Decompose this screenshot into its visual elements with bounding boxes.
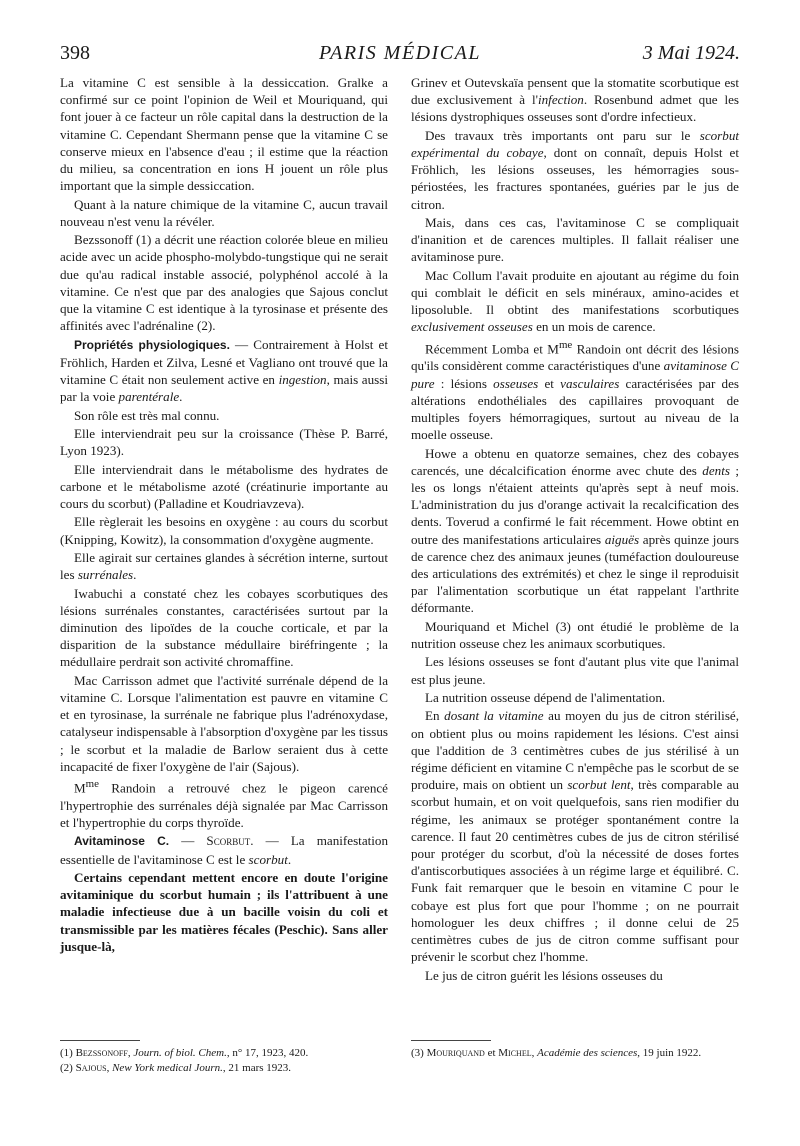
footnote: (2) Sajous, New York medical Journ., 21 mars 1923. (60, 1062, 292, 1074)
footnotes-right (411, 1046, 739, 1061)
footnote: (3) Mouriquand et Michel, Académie des sciences, 19 juin 1922. (411, 1047, 702, 1059)
section-heading-avitaminose: Avitaminose C. (74, 834, 170, 849)
issue-date: 3 Mai 1924. (642, 42, 740, 64)
paragraph: Elle règlerait les besoins en oxygène : au cours du scorbut (Knipping, Kowitz), la consommation d'oxygène augmente. (60, 514, 388, 547)
page-header (60, 38, 740, 68)
footnote-divider (411, 1040, 491, 1041)
paragraph: Elle interviendrait peu sur la croissance (Thèse P. Barré, Lyon 1923). (60, 426, 388, 459)
paragraph: Iwabuchi a constaté chez les cobayes scorbutiques des lésions surrénales constantes, caractérisées surtout par la diminution des lipoïdes de la couche corticale, et par la disparition de la substance médullaire biréfringente ; la médullaire perdrait son activité chromaffine. (60, 585, 388, 670)
paragraph: Quant à la nature chimique de la vitamine C, aucun travail nouveau n'est venu la révéler. (60, 196, 388, 229)
left-column (60, 74, 388, 955)
paragraph: Howe a obtenu en quatorze semaines, chez des cobayes carencés, une décalcification énorme avec chute des dents ; les os longs n'étaient atteints qu'après sept à neuf mois. L'administration du jus d'orange activait la recalcification des dents. Toverud a confirmé le fait récemment. Howe obtint en outre des manifestations articulaires aiguës après quinze jours de carence chez des animaux jeunes (tuméfaction douloureuse des articulations des extrémités) et chez le singe il reproduisit par l'alimentation scorbutique un état rappelant l'arthrite déformante. (411, 445, 739, 616)
paragraph: Certains cependant mettent encore en doute l'origine avitaminique du scorbut humain ; ils l'attribuent à une maladie infectieuse due à un bacille voisin du coli et transmissible par les matières fécales (Peschic). Sans aller jusque-là, (60, 869, 388, 954)
footnote: (1) Bezssonoff, Journ. of biol. Chem., n° 17, 1923, 420. (60, 1047, 309, 1059)
paragraph: En dosant la vitamine au moyen du jus de citron stérilisé, on obtient plus ou moins rapidement les lésions. C'est ainsi que l'addition de 3 centimètres cubes de jus stérilisé à un régime déficient en vitamine C n'empêche pas le scorbut de se produire, mais on obtient un scorbut lent, très comparable au scorbut humain, et on voit quelquefois, sans rien modifier du régime, les animaux se protéger spontanément contre la carence. Il faut 20 centimètres cubes de jus de citron stérilisé pour protéger du scorbut, d'où la nécessité de doses fortes d'antiscorbutiques associées à un régime large et équilibré. C. Funk fait remarquer que le besoin en vitamine C pour le cobaye est plus fort que pour l'homme ; on ne pourrait homologuer les deux chiffres ; il donne celui de 25 centimètres cubes de jus de citron comme suffisant pour prévenir le scorbut chez l'homme. (411, 708, 739, 965)
paragraph: $M^{me}$ Randoin a retrouvé chez le pigeon carencé l'hypertrophie des surrénales déjà signalée par Mac Carrisson et l'hypertrophie du corps thyroïde. (60, 778, 388, 830)
paragraph: Elle interviendrait dans le métabolisme des hydrates de carbone et le métabolisme azoté (créatinurie importante au cours du scorbut) (Palladine et Koudriavzeva). (60, 461, 388, 511)
paragraph: Récemment Lomba et $M^{me}$ Randoin ont décrit des lésions qu'ils considèrent comme caractéristiques d'une avitaminose C pure : lésions osseuses et vasculaires caractérisées par des altérations endothéliales des capillaires provoquant de multiples foyers hémorragiques, surtout au niveau de la moelle osseuse. (411, 338, 740, 443)
section-heading-proprietes: Propriétés physiologiques. (74, 337, 230, 352)
paragraph: Des travaux très importants ont paru sur le scorbut expérimental du cobaye, dont on connaît, depuis Holst et Fröhlich, les lésions osseuses, les hémorragies sous-périostées, les fractures spontanées, guéries par le jus de citron. (411, 127, 739, 212)
paragraph: Les lésions osseuses se font d'autant plus vite que l'animal est plus jeune. (411, 654, 739, 687)
paragraph: Elle agirait sur certaines glandes à sécrétion interne, surtout les surrénales. (60, 549, 388, 583)
paragraph: Grinev et Outevskaïa pensent que la stomatite scorbutique est due exclusivement à l'infection. Rosenbund admet que les lésions dystrophiques osseuses sont d'ordre infectieux. (411, 75, 739, 125)
right-column (411, 74, 739, 984)
paragraph: Mac Carrisson admet que l'activité surrénale dépend de la vitamine C. Lorsque l'alimentation est pauvre en vitamine C et en tyrosinase, la surrénale ne fabrique plus l'adrénoxydase, catalyseur indispensable à l'absorption d'oxygène par les tissus ; le scorbut et la maladie de Barlow seraient dus à cette incapacité de fixer l'oxygène de l'air (Sajous). (60, 672, 388, 774)
paragraph: Son rôle est très mal connu. (74, 407, 220, 423)
paragraph: La nutrition osseuse dépend de l'alimentation. (425, 689, 666, 705)
paragraph: Propriétés physiologiques. — Contrairement à Holst et Fröhlich, Harden et Zilva, Lesné et Vagliano ont trouvé que la vitamine C était non seulement active en ingestion, mais aussi par la voie parentérale. (60, 336, 388, 405)
section-heading-scorbut: Scorbut. (206, 833, 254, 849)
paragraph: La vitamine C est sensible à la dessiccation. Gralke a confirmé sur ce point l'opinion de Weil et Mouriquand, qui font jouer à ce facteur un rôle capital dans la destruction de la vitamine C. Cependant Shermann pense que la vitamine C se conserve mieux en l'absence d'eau ; il estime que la réaction du milieu, sa concentration en ions H jouent un rôle plus important que la simple dessiccation. (60, 75, 388, 194)
paragraph: Mac Collum l'avait produite en ajoutant au régime du foin qui comblait le déficit en sels minéraux, amino-acides et liposoluble. Il obtint des manifestations scorbutiques exclusivement osseuses en un mois de carence. (411, 267, 739, 335)
paragraph: Mouriquand et Michel (3) ont étudié le problème de la nutrition osseuse chez les animaux scorbutiques. (411, 618, 739, 651)
paragraph: Bezssonoff (1) a décrit une réaction colorée bleue en milieu acide avec un acide phospho-molybdo-tungstique qui ne serait due qu'au radical instable associé, polyphénol accolé à la vitamine. Ce n'est que par des analogies que Sajous conclut que la vitamine C est identique à la tyrosinase et présente des affinités avec l'adrénaline (2). (60, 232, 388, 334)
paragraph: Mais, dans ces cas, l'avitaminose C se compliquait d'inanition et de carences multiples. Il fallait réaliser une avitaminose pure. (411, 215, 739, 265)
journal-title: PARIS MÉDICAL (319, 42, 481, 64)
footnote-divider (60, 1040, 140, 1041)
page-number: 398 (60, 42, 90, 64)
paragraph: Le jus de citron guérit les lésions osseuses du (425, 967, 663, 983)
paragraph: Avitaminose C. — Scorbut. — La manifestation essentielle de l'avitaminose C est le scorbut. (60, 833, 389, 867)
footnotes-left (60, 1046, 388, 1076)
